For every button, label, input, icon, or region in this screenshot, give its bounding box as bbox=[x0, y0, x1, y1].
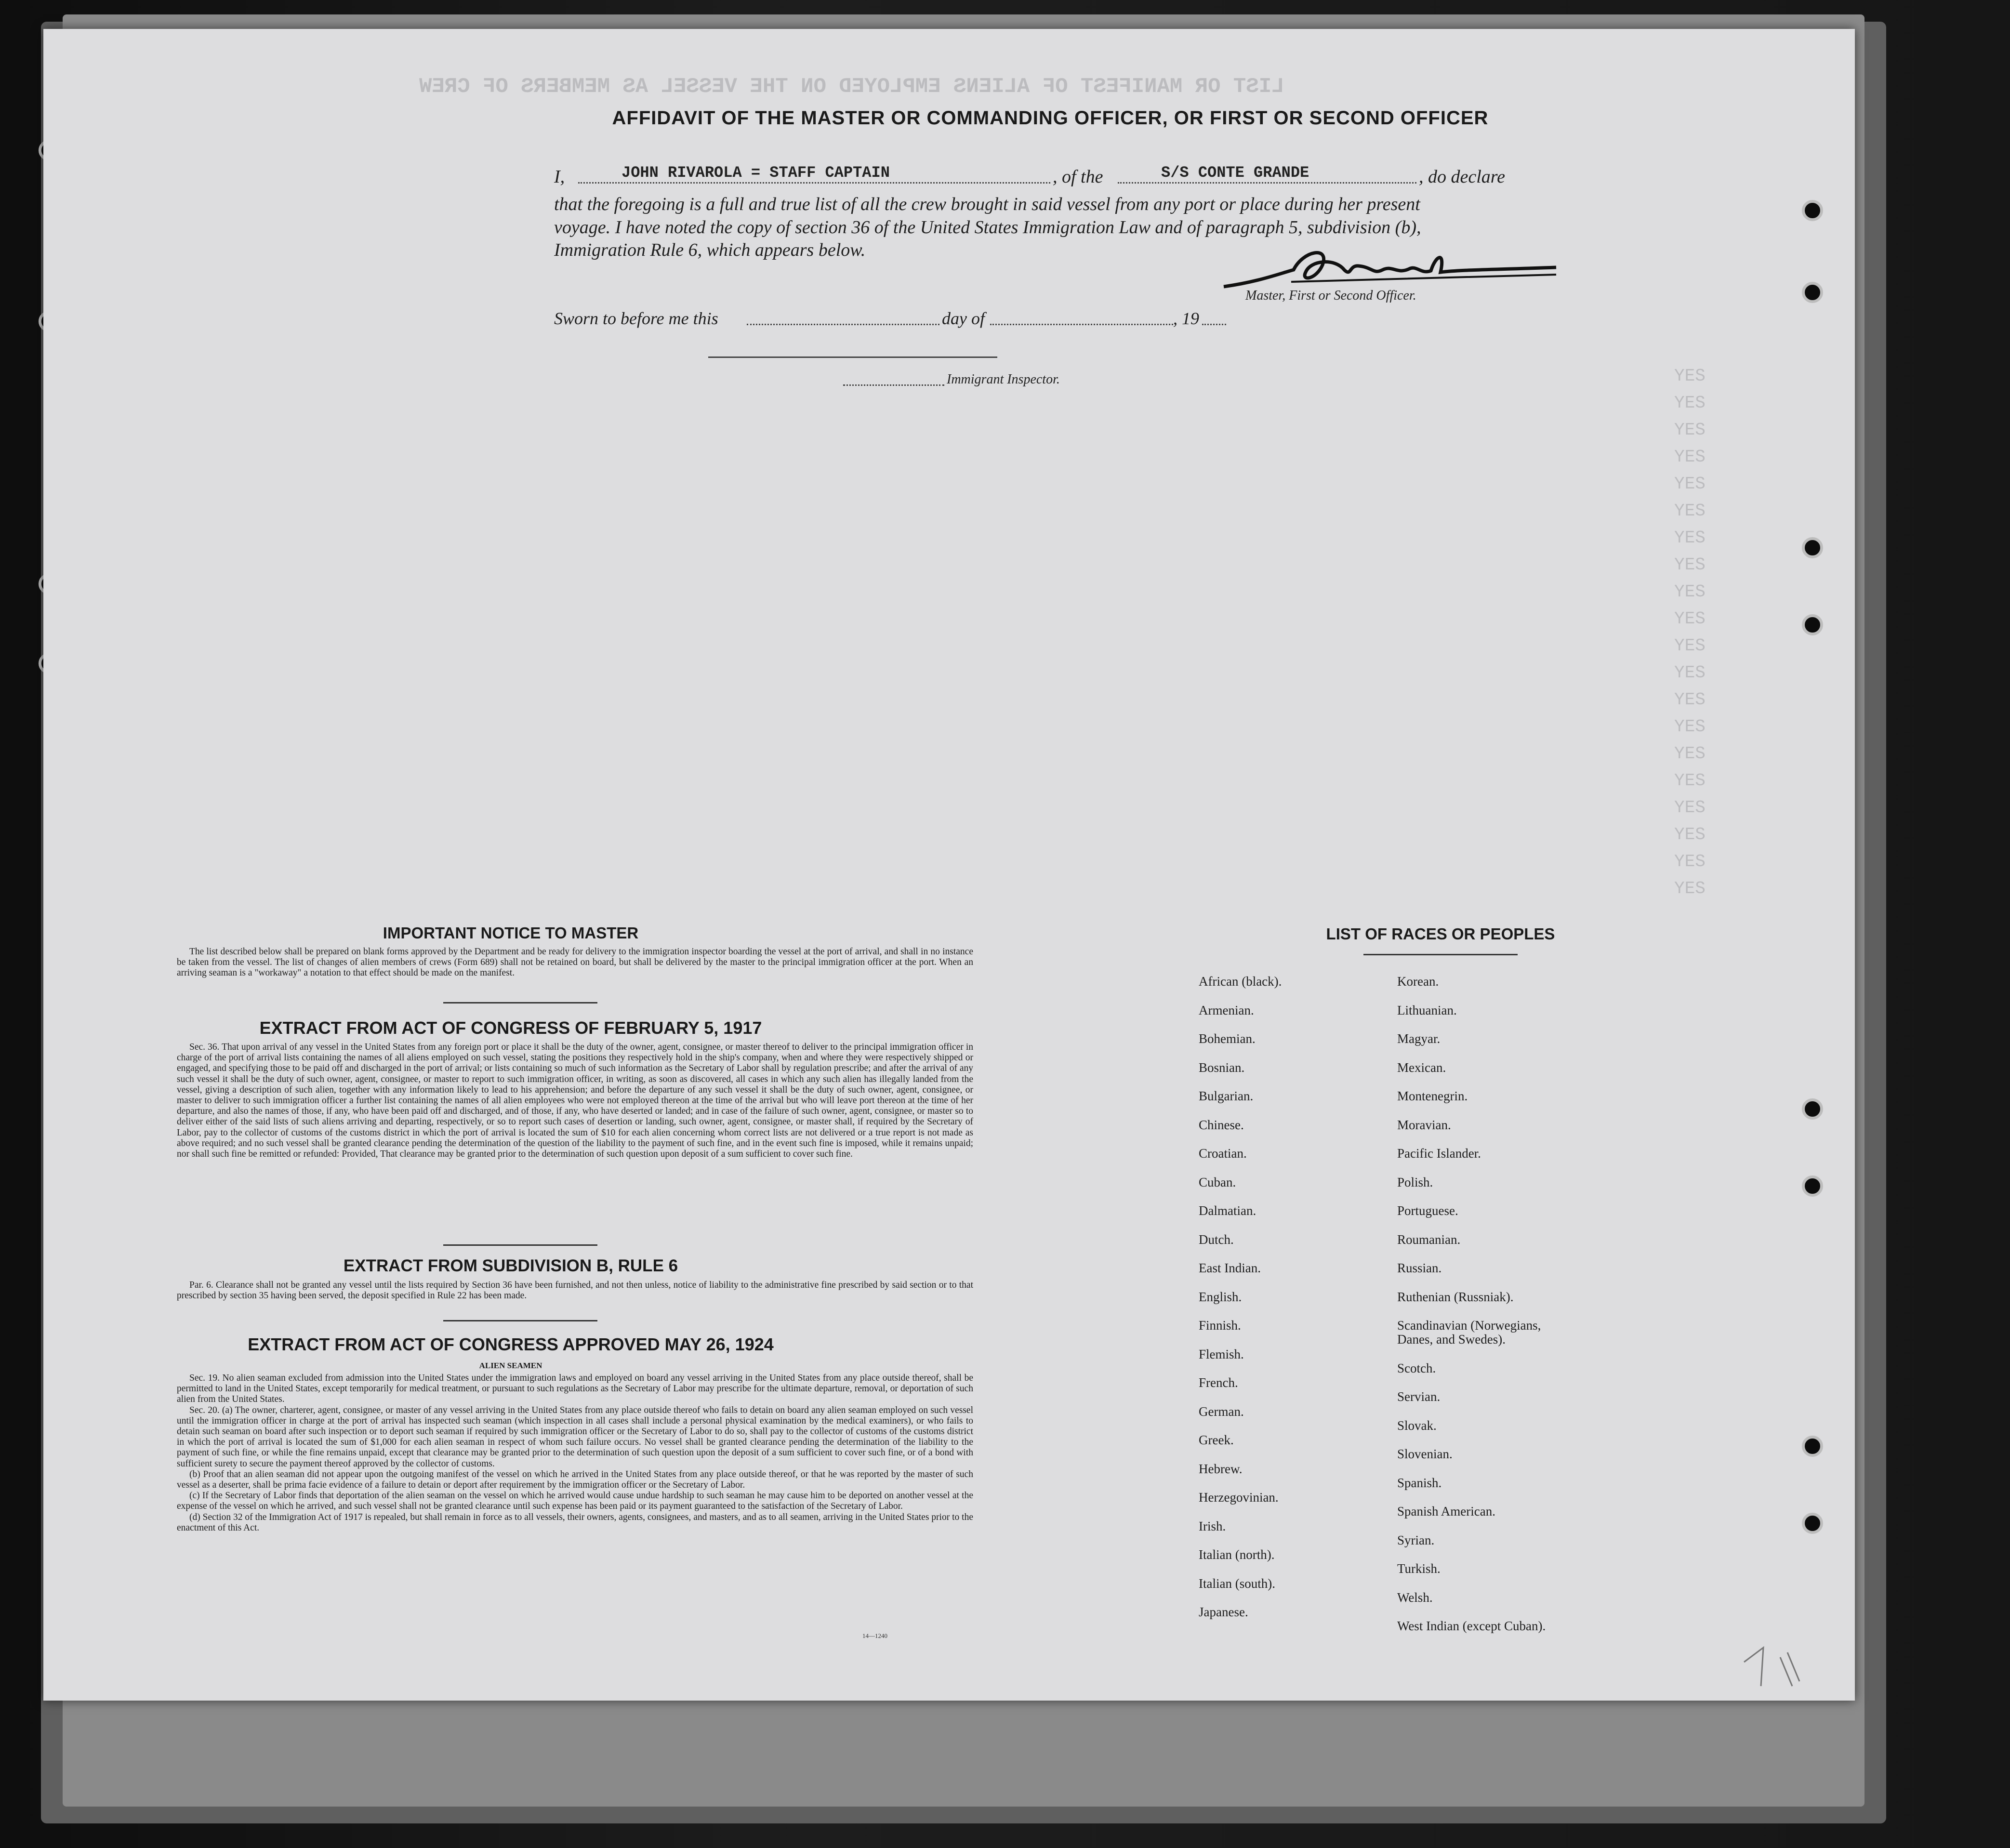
affidavit-line1-middle: , of the bbox=[1053, 167, 1103, 187]
race-item: Servian. bbox=[1397, 1389, 1441, 1404]
bleed-through-row: YES bbox=[1674, 798, 1706, 818]
race-item: Cuban. bbox=[1199, 1175, 1236, 1189]
punch-hole bbox=[1802, 1175, 1823, 1197]
extract-1924-paragraph: (b) Proof that an alien seaman did not appear upon the outgoing manifest of the vessel on which he arrived in the United States from any place outside thereof, or that he was reported by the master of such vessel as a deserter, shall be prima facie evidence of a failure to detain or deport after requirement by the immigration officer or the Secretary of Labor. bbox=[177, 1469, 973, 1491]
race-item: Dutch. bbox=[1199, 1232, 1234, 1247]
notice-paragraph: The list described below shall be prepared on blank forms approved by the Department and be ready for delivery to the immigration inspector boarding the vessel at the port of arrival, and shall in no instance be taken from the vessel. The list of changes of alien members of crews (Form 689) shall not be retained on board, but shall be delivered by the master to the principal immigration officer at the port. When an arriving seaman is a "workaway" a notation to that effect should be made on the manifest. bbox=[177, 947, 973, 978]
punch-hole bbox=[1802, 1098, 1823, 1120]
punch-hole bbox=[1802, 200, 1823, 221]
affidavit-line1-prefix: I, bbox=[554, 167, 565, 187]
extract-1917-paragraph: Sec. 36. That upon arrival of any vessel in the United States from any foreign port or place it shall be the duty of the owner, agent, consignee, or master thereof to deliver to the principal immigration officer in charge of the port of arrival lists containing the names of all aliens employed on such vessel, stating the positions they respectively hold in the ship's company, when and where they were respectively shipped or engaged, and specifying those to be paid off and discharged in the port of arrival; or lists containing so much of such information as the Secretary of Labor shall by regulation prescribe; and after the arrival of any such vessel it shall be the duty of such owner, agent, consignee, or master to report to such immigration officer, in writing, as soon as discovered, all cases in which any such alien has illegally landed from the vessel, giving a description of such alien, together with any information likely to lead to his apprehension; and before the departure of any such vessel it shall be the duty of such owner, agent, consignee, or master to deliver to such immigration officer a further list containing the names of all alien employees who were not employed thereon at the time of the arrival but who will leave port thereon at the time of her departure, and also the names of those, if any, who have been paid off and discharged, and of those, if any, who have deserted or landed; and in case of the failure of such owner, agent, consignee, or master so to deliver either of the said lists of such aliens arriving and departing, respectively, or so to report such cases of desertion or landing, such owner, agent, consignee, or master shall, if required by the Secretary of Labor, pay to the collector of customs of the customs district in which the port of arrival is located the sum of $10 for each alien concerning whom correct lists are not delivered or a true report is not made as above required; and no such vessel shall be granted clearance pending the determination of the question of the liability to the payment of such fine, and in the event such fine is imposed, while it remains unpaid; nor shall such fine be remitted or refunded: Provided, That clearance may be granted prior to the determination of such question upon deposit of a sum sufficient to cover such fine. bbox=[177, 1042, 973, 1160]
vessel-name: S/S CONTE GRANDE bbox=[1161, 164, 1309, 182]
extract-rule6-paragraph: Par. 6. Clearance shall not be granted any vessel until the lists required by Section 36 have been furnished, and not then unless, notice of liability to the administrative fine prescribed by said section or to that prescribed by section 35 having been served, the deposit specified in Rule 22 has been made. bbox=[177, 1280, 973, 1301]
form-number: 14—1240 bbox=[862, 1632, 887, 1639]
bleed-through-row: YES bbox=[1674, 636, 1706, 656]
race-item: Spanish. bbox=[1397, 1475, 1442, 1490]
bleed-through-row: YES bbox=[1674, 582, 1706, 602]
race-item: Italian (south). bbox=[1199, 1576, 1275, 1591]
race-item: Korean. bbox=[1397, 974, 1439, 989]
races-heading: LIST OF RACES OR PEOPLES bbox=[1326, 925, 1555, 943]
divider bbox=[443, 1320, 597, 1321]
race-item: Mexican. bbox=[1397, 1060, 1446, 1075]
race-item: Ruthenian (Russniak). bbox=[1397, 1289, 1514, 1304]
bleed-through-row: YES bbox=[1674, 528, 1706, 548]
race-item: Roumanian. bbox=[1397, 1232, 1461, 1247]
bleed-through-row: YES bbox=[1674, 609, 1706, 629]
race-item: Bulgarian. bbox=[1199, 1089, 1254, 1103]
punch-hole bbox=[1802, 537, 1823, 558]
document-page bbox=[43, 29, 1855, 1701]
race-item: Scotch. bbox=[1397, 1360, 1436, 1375]
race-item: Turkish. bbox=[1397, 1561, 1441, 1576]
race-item: Japanese. bbox=[1199, 1605, 1248, 1619]
extract-1917-heading: EXTRACT FROM ACT OF CONGRESS OF FEBRUARY 5, 1917 bbox=[259, 1018, 762, 1038]
race-item: Bohemian. bbox=[1199, 1031, 1256, 1046]
divider bbox=[443, 1002, 597, 1003]
sworn-prefix: Sworn to before me this bbox=[554, 309, 718, 328]
affidavit-line4: Immigration Rule 6, which appears below. bbox=[554, 240, 866, 260]
bleed-through-row: YES bbox=[1674, 366, 1706, 386]
extract-rule6-text bbox=[177, 1280, 973, 1301]
sworn-month-blank bbox=[990, 324, 1173, 325]
alien-seamen-subheading: ALIEN SEAMEN bbox=[479, 1361, 542, 1370]
race-item: Syrian. bbox=[1397, 1532, 1435, 1547]
extract-1924-text bbox=[177, 1373, 973, 1533]
vessel-blank bbox=[1118, 182, 1416, 184]
sworn-year-blank bbox=[1202, 324, 1226, 325]
race-item: German. bbox=[1199, 1404, 1244, 1419]
race-item: Flemish. bbox=[1199, 1346, 1244, 1361]
race-item: Montenegrin. bbox=[1397, 1089, 1468, 1103]
race-item: Portuguese. bbox=[1397, 1203, 1458, 1218]
extract-1924-paragraph: (d) Section 32 of the Immigration Act of 1917 is repealed, but shall remain in force as to all vessels, their owners, agents, consignees, and masters, and as to all seamen, arriving in the United States prior to the enactment of this Act. bbox=[177, 1512, 973, 1533]
race-item: West Indian (except Cuban). bbox=[1397, 1619, 1546, 1633]
race-item: Croatian. bbox=[1199, 1146, 1247, 1161]
inspector-dots bbox=[843, 384, 944, 386]
sworn-year: , 19 bbox=[1173, 309, 1199, 328]
race-item: Italian (north). bbox=[1199, 1547, 1275, 1562]
sworn-day-label: day of bbox=[942, 309, 985, 328]
race-item: Bosnian. bbox=[1199, 1060, 1245, 1075]
race-item: Finnish. bbox=[1199, 1318, 1241, 1333]
bleed-through-header: LIST OR MANIFEST OF ALIENS EMPLOYED ON THE VESSEL AS MEMBERS OF CREW bbox=[419, 75, 1284, 99]
divider bbox=[443, 1244, 597, 1246]
race-item: Pacific Islander. bbox=[1397, 1146, 1481, 1161]
notice-heading: IMPORTANT NOTICE TO MASTER bbox=[383, 924, 639, 942]
punch-hole bbox=[1802, 1436, 1823, 1457]
notice-text bbox=[177, 947, 973, 979]
race-item: English. bbox=[1199, 1289, 1242, 1304]
race-item: Welsh. bbox=[1397, 1590, 1433, 1605]
race-item: Herzegovinian. bbox=[1199, 1490, 1279, 1505]
punch-hole bbox=[1802, 614, 1823, 635]
name-blank bbox=[578, 182, 1050, 184]
race-item: Chinese. bbox=[1199, 1117, 1244, 1132]
race-item: Spanish American. bbox=[1397, 1504, 1495, 1518]
bleed-through-row: YES bbox=[1674, 474, 1706, 494]
race-item: French. bbox=[1199, 1375, 1238, 1390]
punch-hole bbox=[1802, 282, 1823, 303]
race-item: East Indian. bbox=[1199, 1261, 1261, 1275]
bleed-through-row: YES bbox=[1674, 663, 1706, 683]
race-item: Scandinavian (Norwegians, bbox=[1397, 1318, 1541, 1333]
signer-caption: Master, First or Second Officer. bbox=[1245, 288, 1416, 303]
bleed-through-row: YES bbox=[1674, 447, 1706, 467]
bleed-through-row: YES bbox=[1674, 852, 1706, 871]
affidavit-title: AFFIDAVIT OF THE MASTER OR COMMANDING OFFICER, OR FIRST OR SECOND OFFICER bbox=[612, 107, 1489, 129]
pencil-mark bbox=[1734, 1643, 1802, 1696]
declarant-name: JOHN RIVAROLA = STAFF CAPTAIN bbox=[622, 164, 890, 182]
race-item: Hebrew. bbox=[1199, 1461, 1243, 1476]
extract-1924-paragraph: Sec. 20. (a) The owner, charterer, agent, consignee, or master of any vessel arriving in the United States from any place outside thereof who fails to detain on board any alien seaman employed on such vessel until the immigration officer in charge at the port of arrival has inspected such seaman (which inspection in all cases shall include a personal physical examination by the medical examiners), or who fails to detain such seaman on board after such inspection or to deport such seaman if required by such immigration officer or the Secretary of Labor to do so, shall pay to the collector of customs of the customs district in which the port of arrival is located the sum of $1,000 for each alien seaman in respect of whom such failure occurs. No vessel shall be granted clearance pending the determination of the liability to the payment of such fine, or while the fine remains unpaid, except that clearance may be granted prior to the determination of such question upon the deposit of a sum sufficient to cover such fine, or of a bond with sufficient surety to secure the payment thereof approved by the collector of customs. bbox=[177, 1405, 973, 1469]
divider bbox=[1363, 954, 1518, 955]
race-item: Magyar. bbox=[1397, 1031, 1441, 1046]
bleed-through-row: YES bbox=[1674, 501, 1706, 521]
bleed-through-row: YES bbox=[1674, 879, 1706, 898]
race-item: Armenian. bbox=[1199, 1003, 1254, 1017]
affidavit-line3: voyage. I have noted the copy of section 36 of the United States Immigration Law and of paragraph 5, subdivision (b), bbox=[554, 217, 1421, 238]
race-item: Irish. bbox=[1199, 1518, 1226, 1533]
race-item: Moravian. bbox=[1397, 1117, 1451, 1132]
race-item: Russian. bbox=[1397, 1261, 1442, 1275]
bleed-through-row: YES bbox=[1674, 771, 1706, 791]
affidavit-line2: that the foregoing is a full and true list of all the crew brought in said vessel from any port or place during her present bbox=[554, 194, 1420, 214]
extract-1924-paragraph: (c) If the Secretary of Labor finds that deportation of the alien seaman on the vessel on which he arrived would cause undue hardship to such seaman he may cause him to be deported on another vessel at the expense of the vessel on which he arrived, and such vessel shall not be granted clearance until such expense has been paid or its payment guaranteed to the satisfaction of the Secretary of Labor. bbox=[177, 1491, 973, 1512]
race-item: Polish. bbox=[1397, 1175, 1433, 1189]
inspector-caption: Immigrant Inspector. bbox=[947, 372, 1060, 387]
race-item: African (black). bbox=[1199, 974, 1282, 989]
affidavit-line1-suffix: , do declare bbox=[1419, 167, 1506, 187]
bleed-through-row: YES bbox=[1674, 555, 1706, 575]
extract-1924-heading: EXTRACT FROM ACT OF CONGRESS APPROVED MAY 26, 1924 bbox=[248, 1334, 774, 1354]
race-item: Slovenian. bbox=[1397, 1447, 1453, 1461]
bleed-through-row: YES bbox=[1674, 825, 1706, 845]
sworn-day-blank bbox=[747, 324, 939, 325]
bleed-through-row: YES bbox=[1674, 690, 1706, 710]
bleed-through-row: YES bbox=[1674, 744, 1706, 764]
punch-hole bbox=[1802, 1513, 1823, 1534]
bleed-through-row: YES bbox=[1674, 420, 1706, 440]
race-item: Dalmatian. bbox=[1199, 1203, 1256, 1218]
race-item: Danes, and Swedes). bbox=[1397, 1332, 1506, 1346]
inspector-signature-line bbox=[708, 356, 997, 358]
race-item: Greek. bbox=[1199, 1433, 1234, 1447]
extract-1917-text bbox=[177, 1042, 973, 1160]
bleed-through-row: YES bbox=[1674, 717, 1706, 737]
race-item: Lithuanian. bbox=[1397, 1003, 1457, 1017]
extract-1924-paragraph: Sec. 19. No alien seaman excluded from admission into the United States under the immigration laws and employed on board any vessel arriving in the United States from any place outside thereof, shall be permitted to land in the United States, except temporarily for medical treatment, or pursuant to such regulations as the Secretary of Labor may prescribe for the ultimate departure, removal, or deportation of such alien from the United States. bbox=[177, 1373, 973, 1405]
bleed-through-row: YES bbox=[1674, 393, 1706, 413]
race-item: Slovak. bbox=[1397, 1418, 1437, 1433]
extract-rule6-heading: EXTRACT FROM SUBDIVISION B, RULE 6 bbox=[343, 1256, 678, 1275]
